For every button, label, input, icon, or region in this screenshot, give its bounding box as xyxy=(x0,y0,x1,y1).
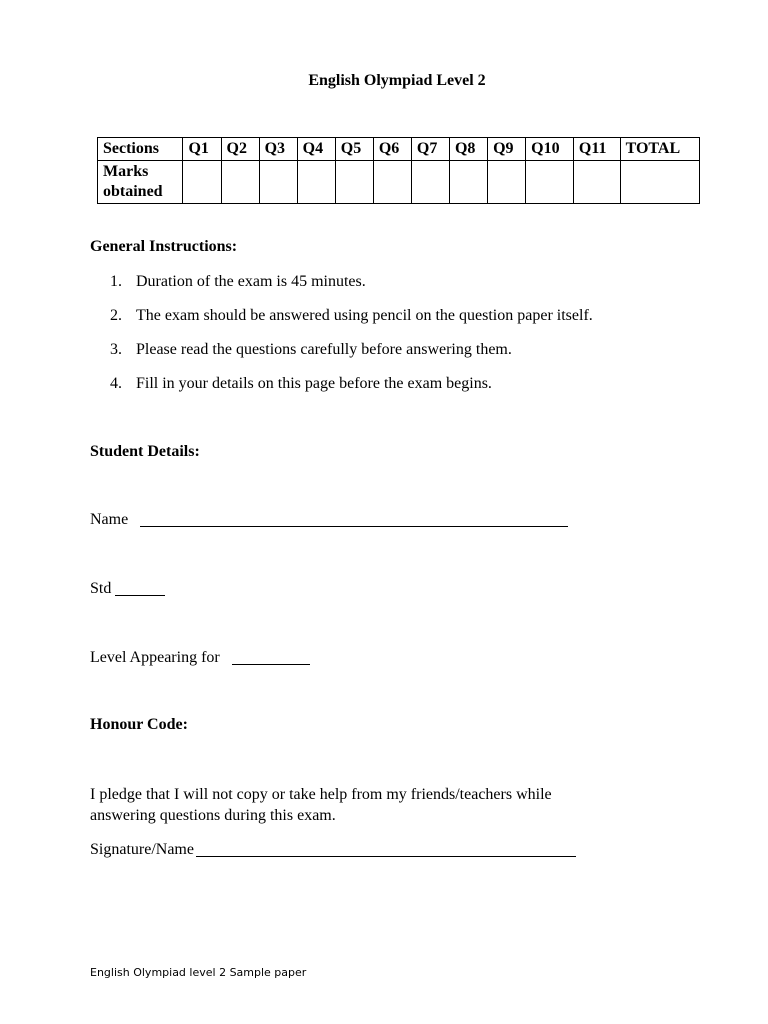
honour-code-heading: Honour Code: xyxy=(90,716,188,733)
column-header-q6: Q6 xyxy=(373,138,411,161)
marks-table-value-row xyxy=(98,161,700,204)
marks-cell-total xyxy=(620,161,699,204)
name-field-row xyxy=(90,510,568,529)
signature-field-row xyxy=(90,840,576,859)
column-header-q3: Q3 xyxy=(259,138,297,161)
instruction-item xyxy=(110,372,593,406)
column-header-q8: Q8 xyxy=(449,138,487,161)
marks-cell-q7 xyxy=(411,161,449,204)
column-header-q4: Q4 xyxy=(297,138,335,161)
instructions-list xyxy=(110,270,593,406)
general-instructions-heading: General Instructions: xyxy=(90,238,238,255)
instruction-text: The exam should be answered using pencil on the question paper itself. xyxy=(136,307,593,324)
level-blank-line[interactable] xyxy=(232,648,310,665)
instruction-number: 1. xyxy=(110,273,122,290)
instruction-item xyxy=(110,270,593,304)
instruction-number: 2. xyxy=(110,307,122,324)
pledge-line: answering questions during this exam. xyxy=(90,807,336,824)
instruction-number: 4. xyxy=(110,375,122,392)
signature-blank-line[interactable] xyxy=(196,840,576,857)
pledge-text xyxy=(90,784,690,826)
marks-cell-q8 xyxy=(449,161,487,204)
name-blank-line[interactable] xyxy=(140,510,568,527)
column-header-q11: Q11 xyxy=(573,138,620,161)
column-header-q5: Q5 xyxy=(335,138,373,161)
column-header-q9: Q9 xyxy=(488,138,526,161)
column-header-q7: Q7 xyxy=(411,138,449,161)
column-header-q2: Q2 xyxy=(221,138,259,161)
marks-cell-q3 xyxy=(259,161,297,204)
instruction-text: Duration of the exam is 45 minutes. xyxy=(136,273,366,290)
instruction-item xyxy=(110,338,593,372)
instruction-text: Please read the questions carefully before answering them. xyxy=(136,341,512,358)
marks-label-line1: Marks xyxy=(103,163,149,180)
signature-label: Signature/Name xyxy=(90,841,194,858)
marks-cell-q1 xyxy=(183,161,221,204)
level-field-row xyxy=(90,648,310,667)
marks-cell-q5 xyxy=(335,161,373,204)
instruction-number: 3. xyxy=(110,341,122,358)
page-title: English Olympiad Level 2 xyxy=(308,72,486,89)
instruction-text: Fill in your details on this page before the exam begins. xyxy=(136,375,492,392)
std-blank-line[interactable] xyxy=(115,579,165,596)
marks-cell-q9 xyxy=(488,161,526,204)
marks-table xyxy=(97,137,700,204)
std-field-row xyxy=(90,579,165,598)
name-label: Name xyxy=(90,511,129,528)
level-label: Level Appearing for xyxy=(90,649,220,666)
marks-cell-q2 xyxy=(221,161,259,204)
marks-obtained-label xyxy=(98,161,183,204)
std-label: Std xyxy=(90,580,112,597)
instruction-item xyxy=(110,304,593,338)
marks-cell-q6 xyxy=(373,161,411,204)
column-header-q1: Q1 xyxy=(183,138,221,161)
marks-cell-q4 xyxy=(297,161,335,204)
pledge-line: I pledge that I will not copy or take help from my friends/teachers while xyxy=(90,786,552,803)
column-header-total: TOTAL xyxy=(620,138,699,161)
student-details-heading: Student Details: xyxy=(90,443,200,460)
sections-header-cell: Sections xyxy=(98,138,183,161)
column-header-q10: Q10 xyxy=(526,138,574,161)
marks-label-line2: obtained xyxy=(103,183,163,200)
marks-table-header-row xyxy=(98,138,700,161)
page-footer: English Olympiad level 2 Sample paper xyxy=(90,966,307,979)
marks-cell-q10 xyxy=(526,161,574,204)
marks-cell-q11 xyxy=(573,161,620,204)
